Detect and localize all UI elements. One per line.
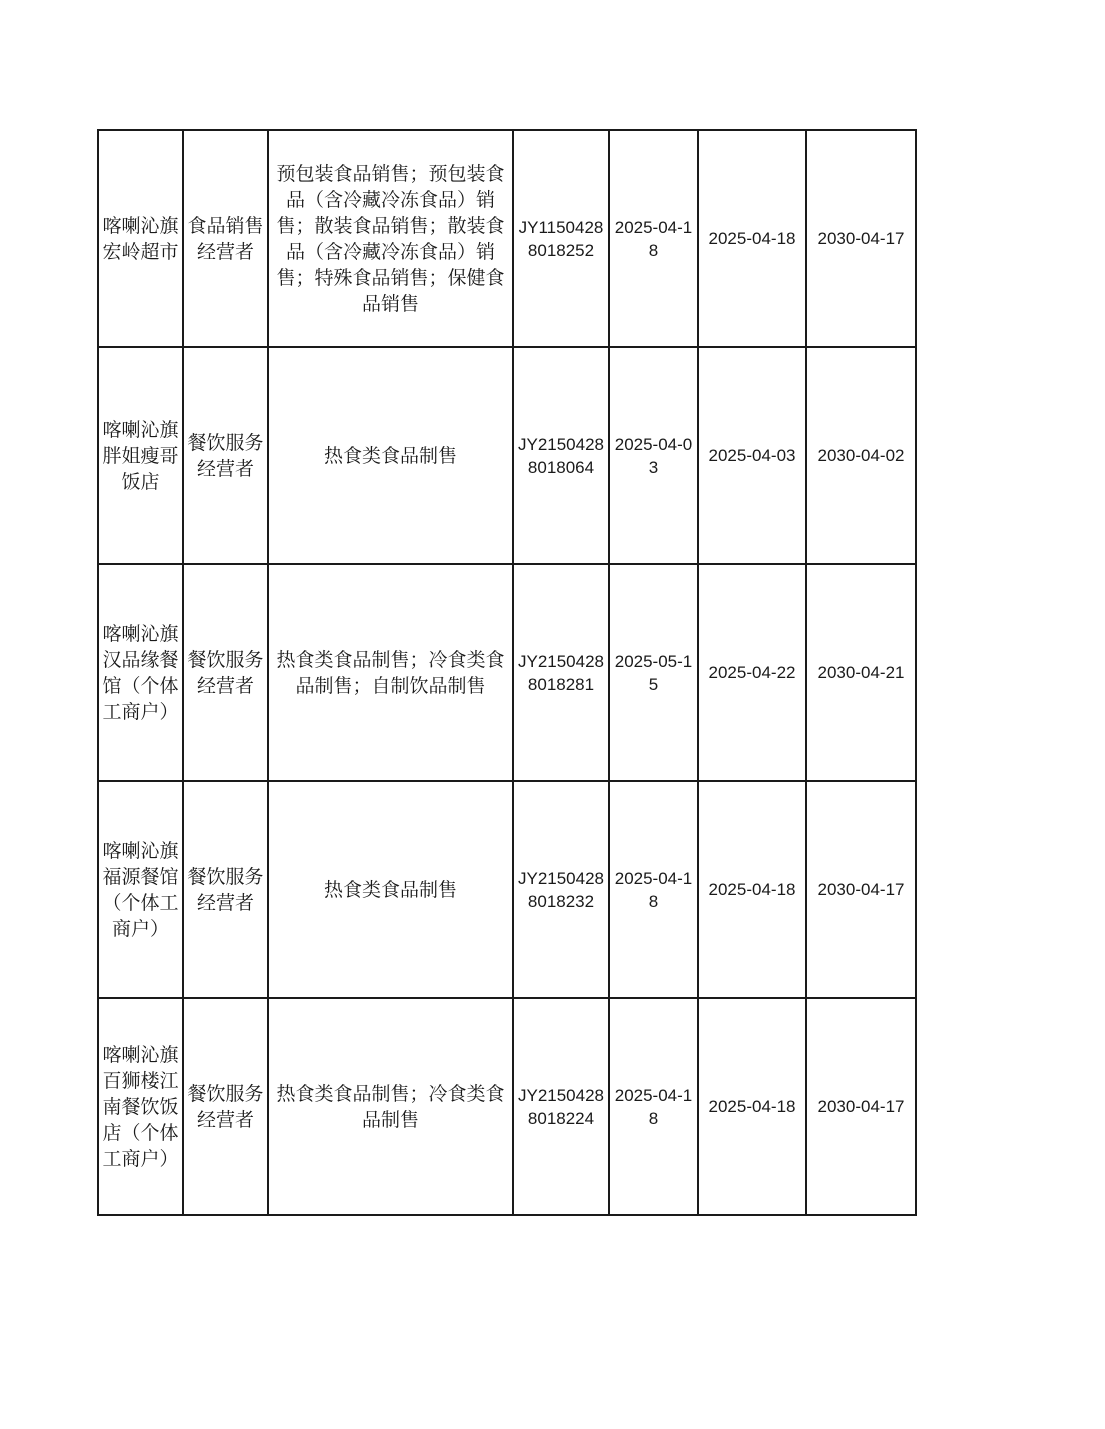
valid-from-cell: 2025-04-22 (698, 564, 806, 781)
operator-type-cell: 餐饮服务经营者 (183, 564, 268, 781)
valid-to-cell: 2030-04-21 (806, 564, 916, 781)
operator-type-cell: 餐饮服务经营者 (183, 998, 268, 1215)
valid-to-cell: 2030-04-17 (806, 998, 916, 1215)
business-name-cell: 喀喇沁旗宏岭超市 (98, 130, 183, 347)
operator-type-cell: 食品销售经营者 (183, 130, 268, 347)
table-row (98, 347, 916, 564)
business-scope-cell: 热食类食品制售 (268, 781, 513, 998)
license-table (97, 129, 917, 1216)
valid-from-cell: 2025-04-18 (698, 781, 806, 998)
valid-from-cell: 2025-04-03 (698, 347, 806, 564)
operator-type-cell: 餐饮服务经营者 (183, 781, 268, 998)
license-number-cell: JY11504288018252 (513, 130, 609, 347)
valid-to-cell: 2030-04-02 (806, 347, 916, 564)
table-row (98, 781, 916, 998)
operator-type-cell: 餐饮服务经营者 (183, 347, 268, 564)
issue-date-cell: 2025-04-18 (609, 130, 698, 347)
license-number-cell: JY21504288018281 (513, 564, 609, 781)
business-scope-cell: 热食类食品制售；冷食类食品制售；自制饮品制售 (268, 564, 513, 781)
business-name-cell: 喀喇沁旗百狮楼江南餐饮饭店（个体工商户） (98, 998, 183, 1215)
license-number-cell: JY21504288018064 (513, 347, 609, 564)
table-row (98, 564, 916, 781)
table-row (98, 130, 916, 347)
business-name-cell: 喀喇沁旗胖姐瘦哥饭店 (98, 347, 183, 564)
business-scope-cell: 热食类食品制售；冷食类食品制售 (268, 998, 513, 1215)
valid-to-cell: 2030-04-17 (806, 781, 916, 998)
valid-to-cell: 2030-04-17 (806, 130, 916, 347)
license-number-cell: JY21504288018232 (513, 781, 609, 998)
issue-date-cell: 2025-04-18 (609, 998, 698, 1215)
business-name-cell: 喀喇沁旗福源餐馆（个体工商户） (98, 781, 183, 998)
issue-date-cell: 2025-05-15 (609, 564, 698, 781)
issue-date-cell: 2025-04-03 (609, 347, 698, 564)
business-name-cell: 喀喇沁旗汉品缘餐馆（个体工商户） (98, 564, 183, 781)
business-scope-cell: 预包装食品销售；预包装食品（含冷藏冷冻食品）销售；散装食品销售；散装食品（含冷藏冷冻食品）销售；特殊食品销售；保健食品销售 (268, 130, 513, 347)
issue-date-cell: 2025-04-18 (609, 781, 698, 998)
valid-from-cell: 2025-04-18 (698, 130, 806, 347)
license-number-cell: JY21504288018224 (513, 998, 609, 1215)
business-scope-cell: 热食类食品制售 (268, 347, 513, 564)
table-row (98, 998, 916, 1215)
valid-from-cell: 2025-04-18 (698, 998, 806, 1215)
